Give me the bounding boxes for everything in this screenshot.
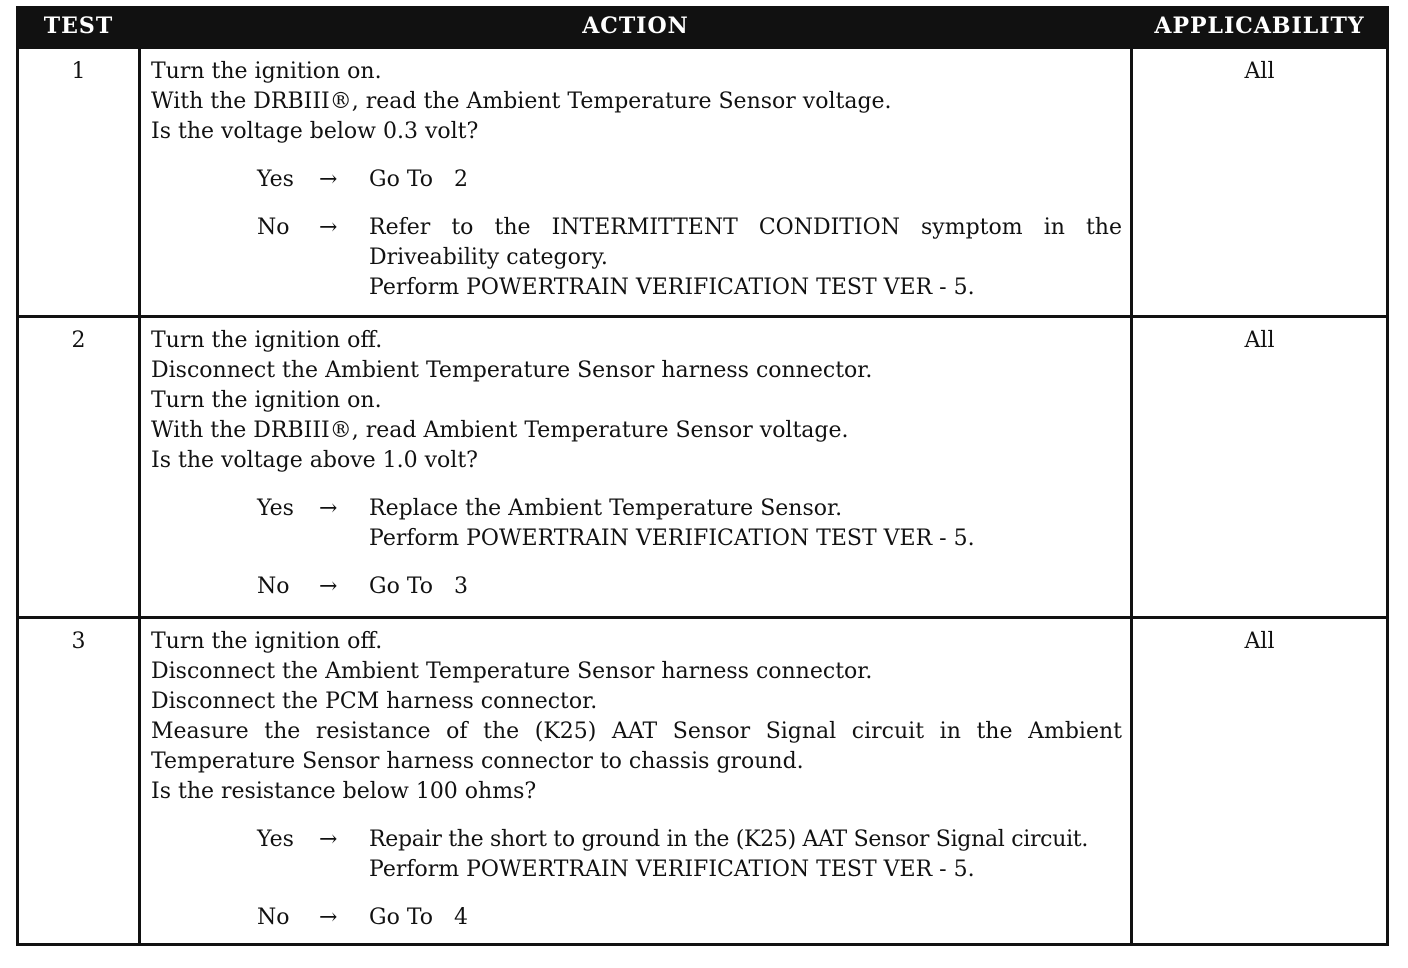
action-steps [151, 326, 1122, 476]
outcome-line: Go To 4 [369, 905, 468, 930]
step-line: Disconnect the Ambient Temperature Sensor harness connector. [151, 659, 873, 684]
step-line: Measure the resistance of the (K25) AAT Sensor Signal circuit in the Ambient [151, 719, 1122, 744]
right-arrow-icon: → [319, 827, 338, 852]
response-answer: Yes [257, 167, 294, 192]
header-test: TEST [18, 6, 140, 48]
step-line: Temperature Sensor harness connector to chassis ground. [151, 749, 804, 774]
step-line: With the DRBIII®, read the Ambient Temperature Sensor voltage. [151, 89, 892, 114]
outcome-line: Go To 2 [369, 167, 468, 192]
outcome-line: Go To 3 [369, 574, 468, 599]
applicability-cell: All [1132, 48, 1388, 317]
step-line: Is the resistance below 100 ohms? [151, 779, 537, 804]
test-row-3 [18, 618, 1388, 945]
response-yes [151, 165, 1122, 195]
step-line: Turn the ignition off. [151, 629, 383, 654]
applicability-cell: All [1132, 618, 1388, 945]
response-yes [151, 825, 1122, 885]
applicability-cell: All [1132, 317, 1388, 618]
action-steps [151, 627, 1122, 807]
response-no [151, 572, 1122, 602]
response-yes [151, 494, 1122, 554]
header-row [18, 6, 1388, 48]
test-number: 1 [18, 48, 140, 317]
response-outcome [369, 903, 1122, 933]
response-outcome [369, 213, 1122, 303]
step-line: Is the voltage above 1.0 volt? [151, 448, 478, 473]
step-line: Turn the ignition on. [151, 388, 382, 413]
outcome-line: Refer to the INTERMITTENT CONDITION symptom in the [369, 215, 1122, 240]
outcome-line: Driveability category. [369, 245, 608, 270]
response-answer: No [257, 905, 290, 930]
step-line: Is the voltage below 0.3 volt? [151, 119, 479, 144]
outcome-line: Repair the short to ground in the (K25) AAT Sensor Signal circuit. [369, 827, 1089, 852]
action-steps [151, 57, 1122, 147]
response-outcome [369, 825, 1122, 885]
diagnostic-test-table [16, 6, 1389, 946]
test-number: 2 [18, 317, 140, 618]
response-answer: No [257, 574, 290, 599]
outcome-line: Perform POWERTRAIN VERIFICATION TEST VER - 5. [369, 857, 975, 882]
step-line: Turn the ignition off. [151, 328, 383, 353]
outcome-line: Perform POWERTRAIN VERIFICATION TEST VER - 5. [369, 275, 975, 300]
outcome-line: Perform POWERTRAIN VERIFICATION TEST VER - 5. [369, 526, 975, 551]
diagnostic-test-table-container [16, 6, 1386, 946]
header-action: ACTION [140, 6, 1132, 48]
right-arrow-icon: → [319, 905, 338, 930]
outcome-line: Replace the Ambient Temperature Sensor. [369, 496, 843, 521]
right-arrow-icon: → [319, 167, 338, 192]
response-no [151, 213, 1122, 303]
response-outcome [369, 165, 1122, 195]
step-line: Disconnect the PCM harness connector. [151, 689, 598, 714]
response-no [151, 903, 1122, 933]
step-line: With the DRBIII®, read Ambient Temperature Sensor voltage. [151, 418, 849, 443]
response-answer: No [257, 215, 290, 240]
test-number: 3 [18, 618, 140, 945]
response-answer: Yes [257, 827, 294, 852]
action-cell [140, 618, 1132, 945]
response-answer: Yes [257, 496, 294, 521]
action-cell [140, 317, 1132, 618]
test-row-1 [18, 48, 1388, 317]
right-arrow-icon: → [319, 215, 338, 240]
right-arrow-icon: → [319, 574, 338, 599]
response-outcome [369, 494, 1122, 554]
test-row-2 [18, 317, 1388, 618]
step-line: Disconnect the Ambient Temperature Sensor harness connector. [151, 358, 873, 383]
response-outcome [369, 572, 1122, 602]
action-cell [140, 48, 1132, 317]
step-line: Turn the ignition on. [151, 59, 382, 84]
right-arrow-icon: → [319, 496, 338, 521]
header-applicability: APPLICABILITY [1132, 6, 1388, 48]
